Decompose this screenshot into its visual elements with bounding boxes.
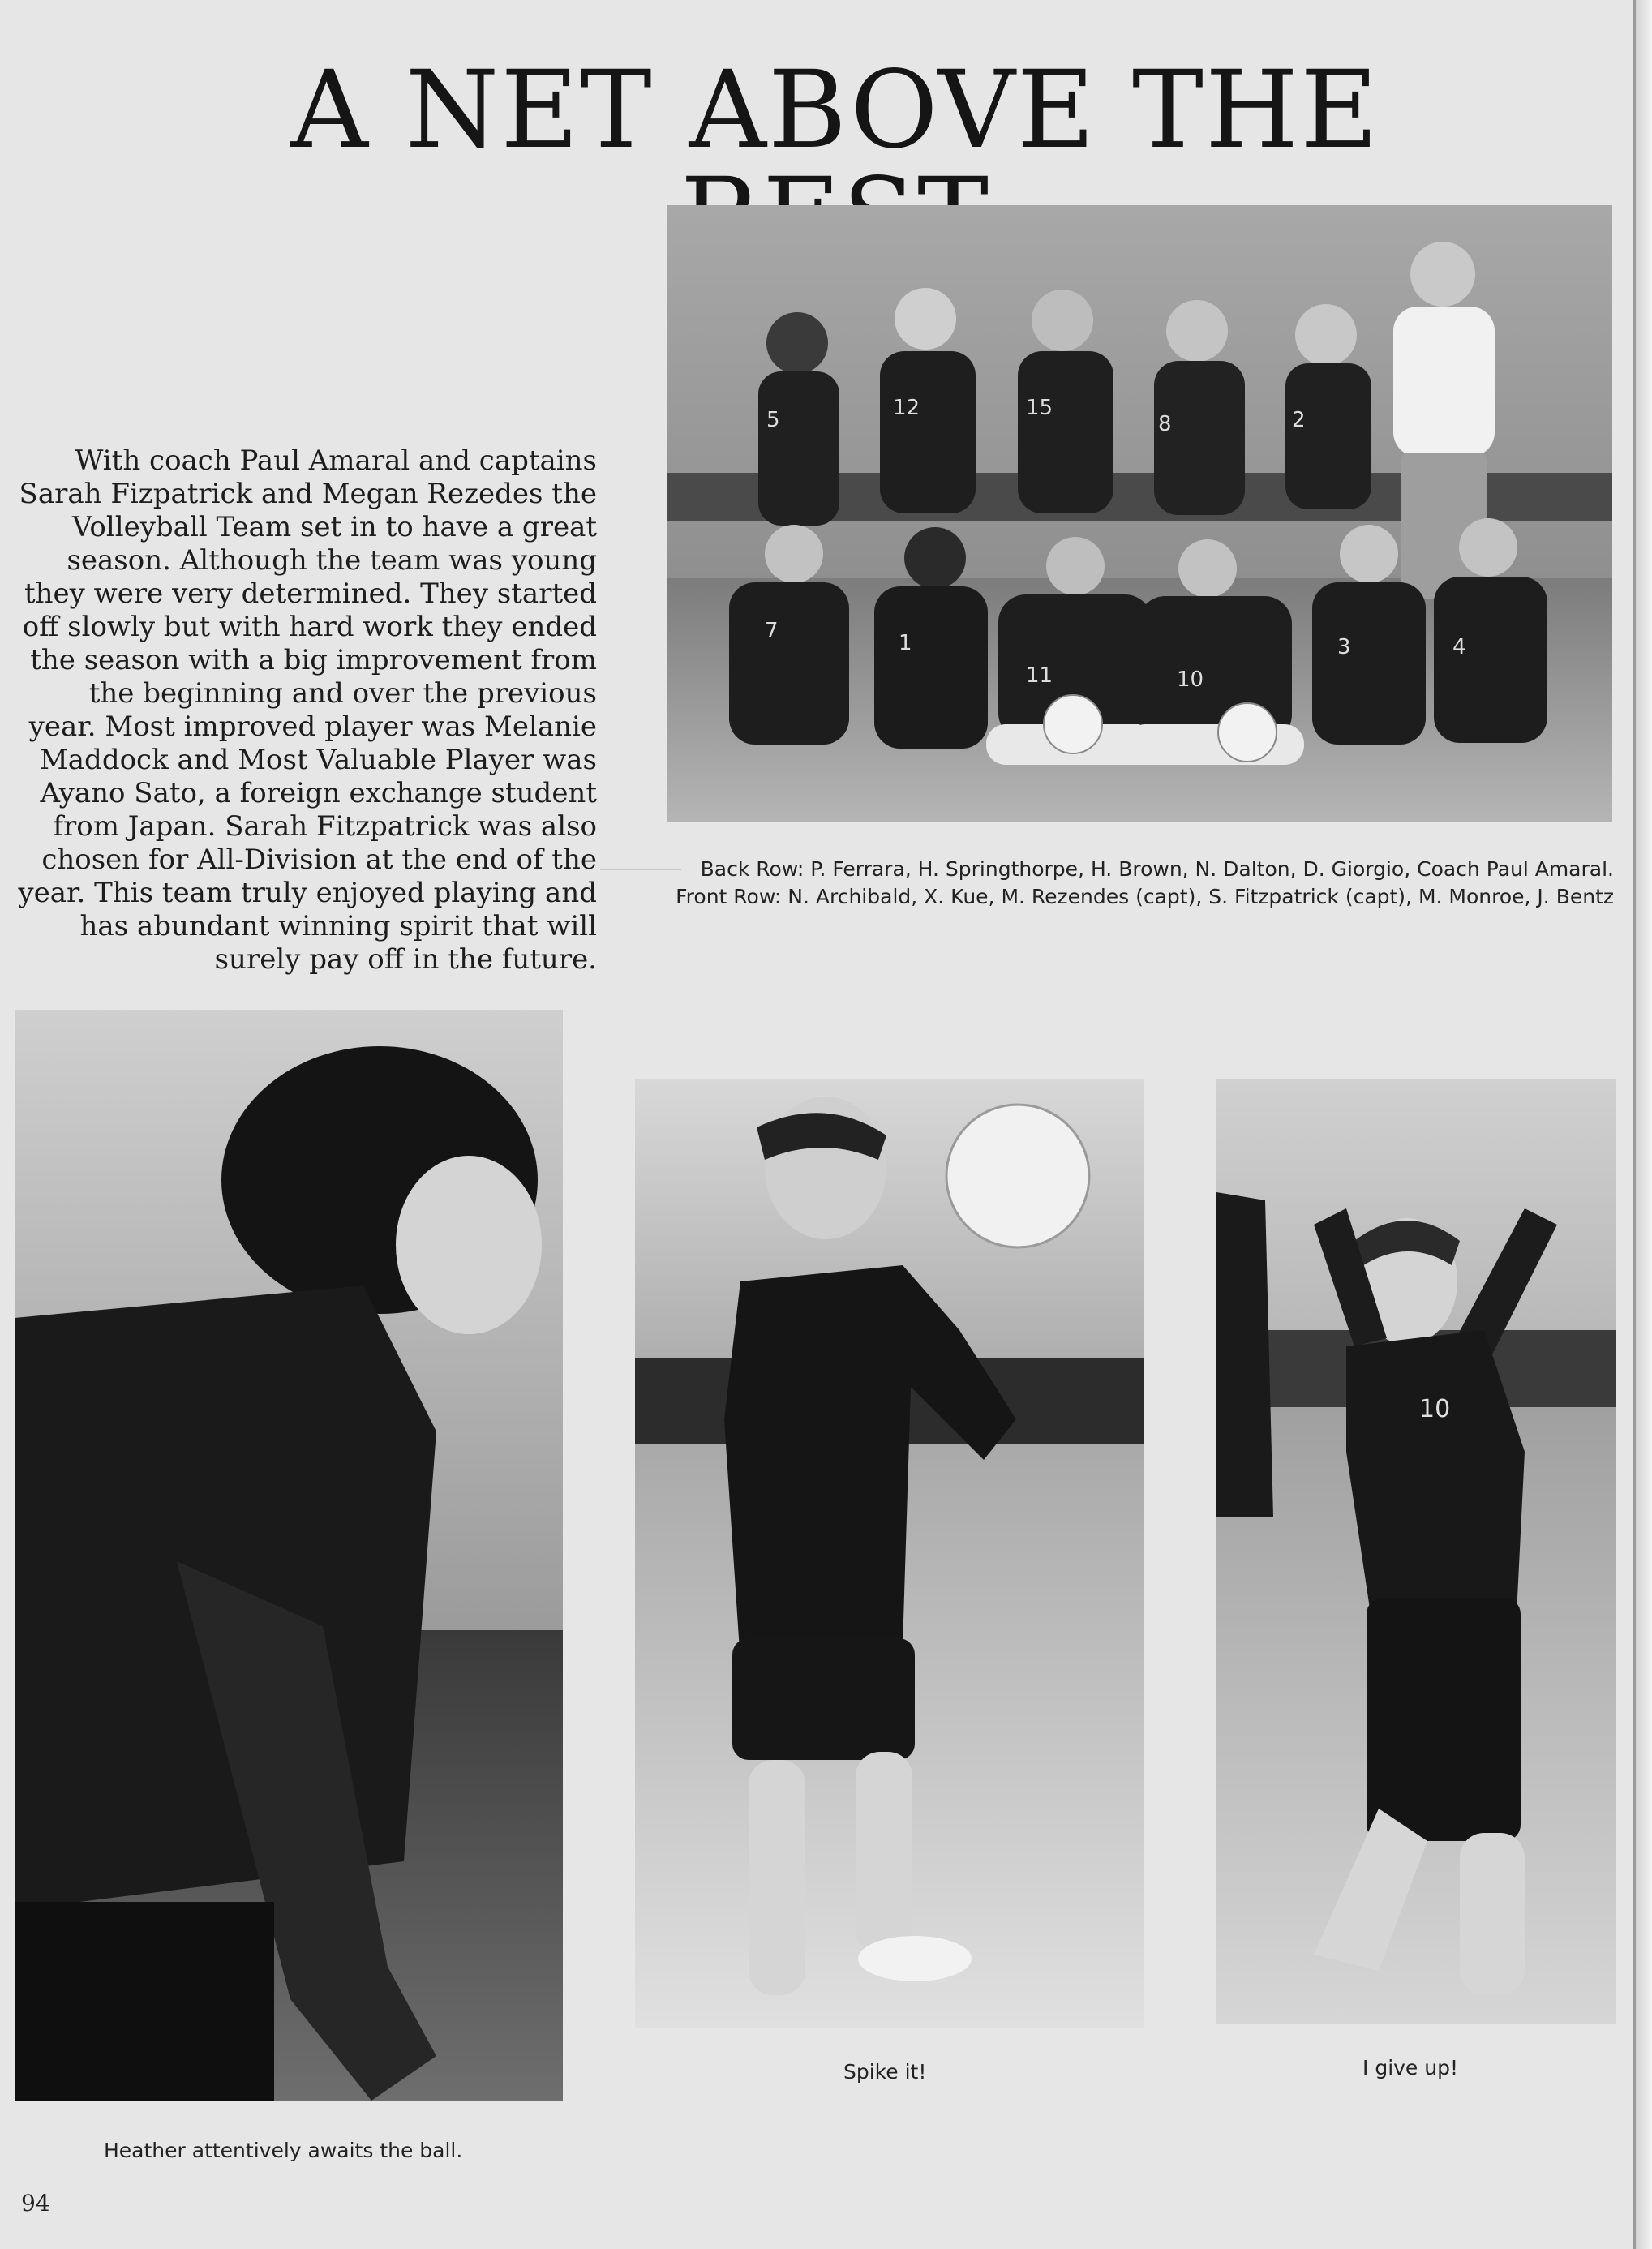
jersey-number: 2 [1292,408,1306,432]
jersey-number: 7 [765,619,779,643]
photo-caption-give-up: I give up! [1362,2056,1458,2079]
front-row-player [874,527,988,749]
player-figure [635,1079,1144,2028]
front-row-player [729,525,849,745]
team-photo [667,205,1612,822]
article-body-text: With coach Paul Amaral and captains Sarah Fizpatrick and Megan Rezedes the Volleyball Team set in to have a great season. Although the team was young they were very determined. They started off slowly but with hard work they ended the season with a big improvement from the beginning and over the previous year. Most improved player was Melanie Maddock and Most Valuable Player was Ayano Sato, a foreign exchange student from Japan. Sarah Fitzpatrick was also chosen for All-Division at the end of the year. This team truly enjoyed playing and has abundant winning spirit that will surely pay off in the future. [18,444,597,976]
player-figure [15,1010,563,2101]
photo-caption-heather: Heather attentively awaits the ball. [104,2139,463,2162]
page-edge-shadow [1633,0,1652,2249]
photo-caption-spike: Spike it! [843,2060,927,2084]
page-title: A NET ABOVE THE [290,48,1380,173]
front-row-player [1126,539,1304,765]
team-photo-figures [667,205,1612,822]
volleyball [946,1105,1089,1247]
action-photo-give-up [1216,1079,1616,2024]
page-number: 94 [21,2190,50,2217]
jersey-number: 3 [1337,635,1351,659]
jersey-number: 10 [1419,1395,1451,1423]
jersey-number: 1 [899,631,912,655]
player-figure [1216,1079,1616,2024]
divider-line [600,869,681,870]
jersey-number: 4 [1452,635,1466,659]
jersey-number: 10 [1177,667,1204,692]
action-photo-spike [635,1079,1144,2028]
jersey-number: 11 [1026,663,1053,688]
jersey-number: 5 [766,408,780,432]
jersey-number: 15 [1026,396,1053,420]
back-row-player [1285,304,1371,509]
jersey-number: 12 [893,396,920,420]
action-photo-heather [15,1010,563,2101]
team-photo-caption: Back Row: P. Ferrara, H. Springthorpe, H. Brown, N. Dalton, D. Giorgio, Coach Paul Amaral. Front Row: N. Archibald, X. Kue, M. Rezendes (capt), S. Fitzpatrick (capt), M. Monroe, J. Bentz [676,857,1614,908]
jersey-number: 8 [1158,412,1172,436]
back-row-player [1154,300,1245,515]
